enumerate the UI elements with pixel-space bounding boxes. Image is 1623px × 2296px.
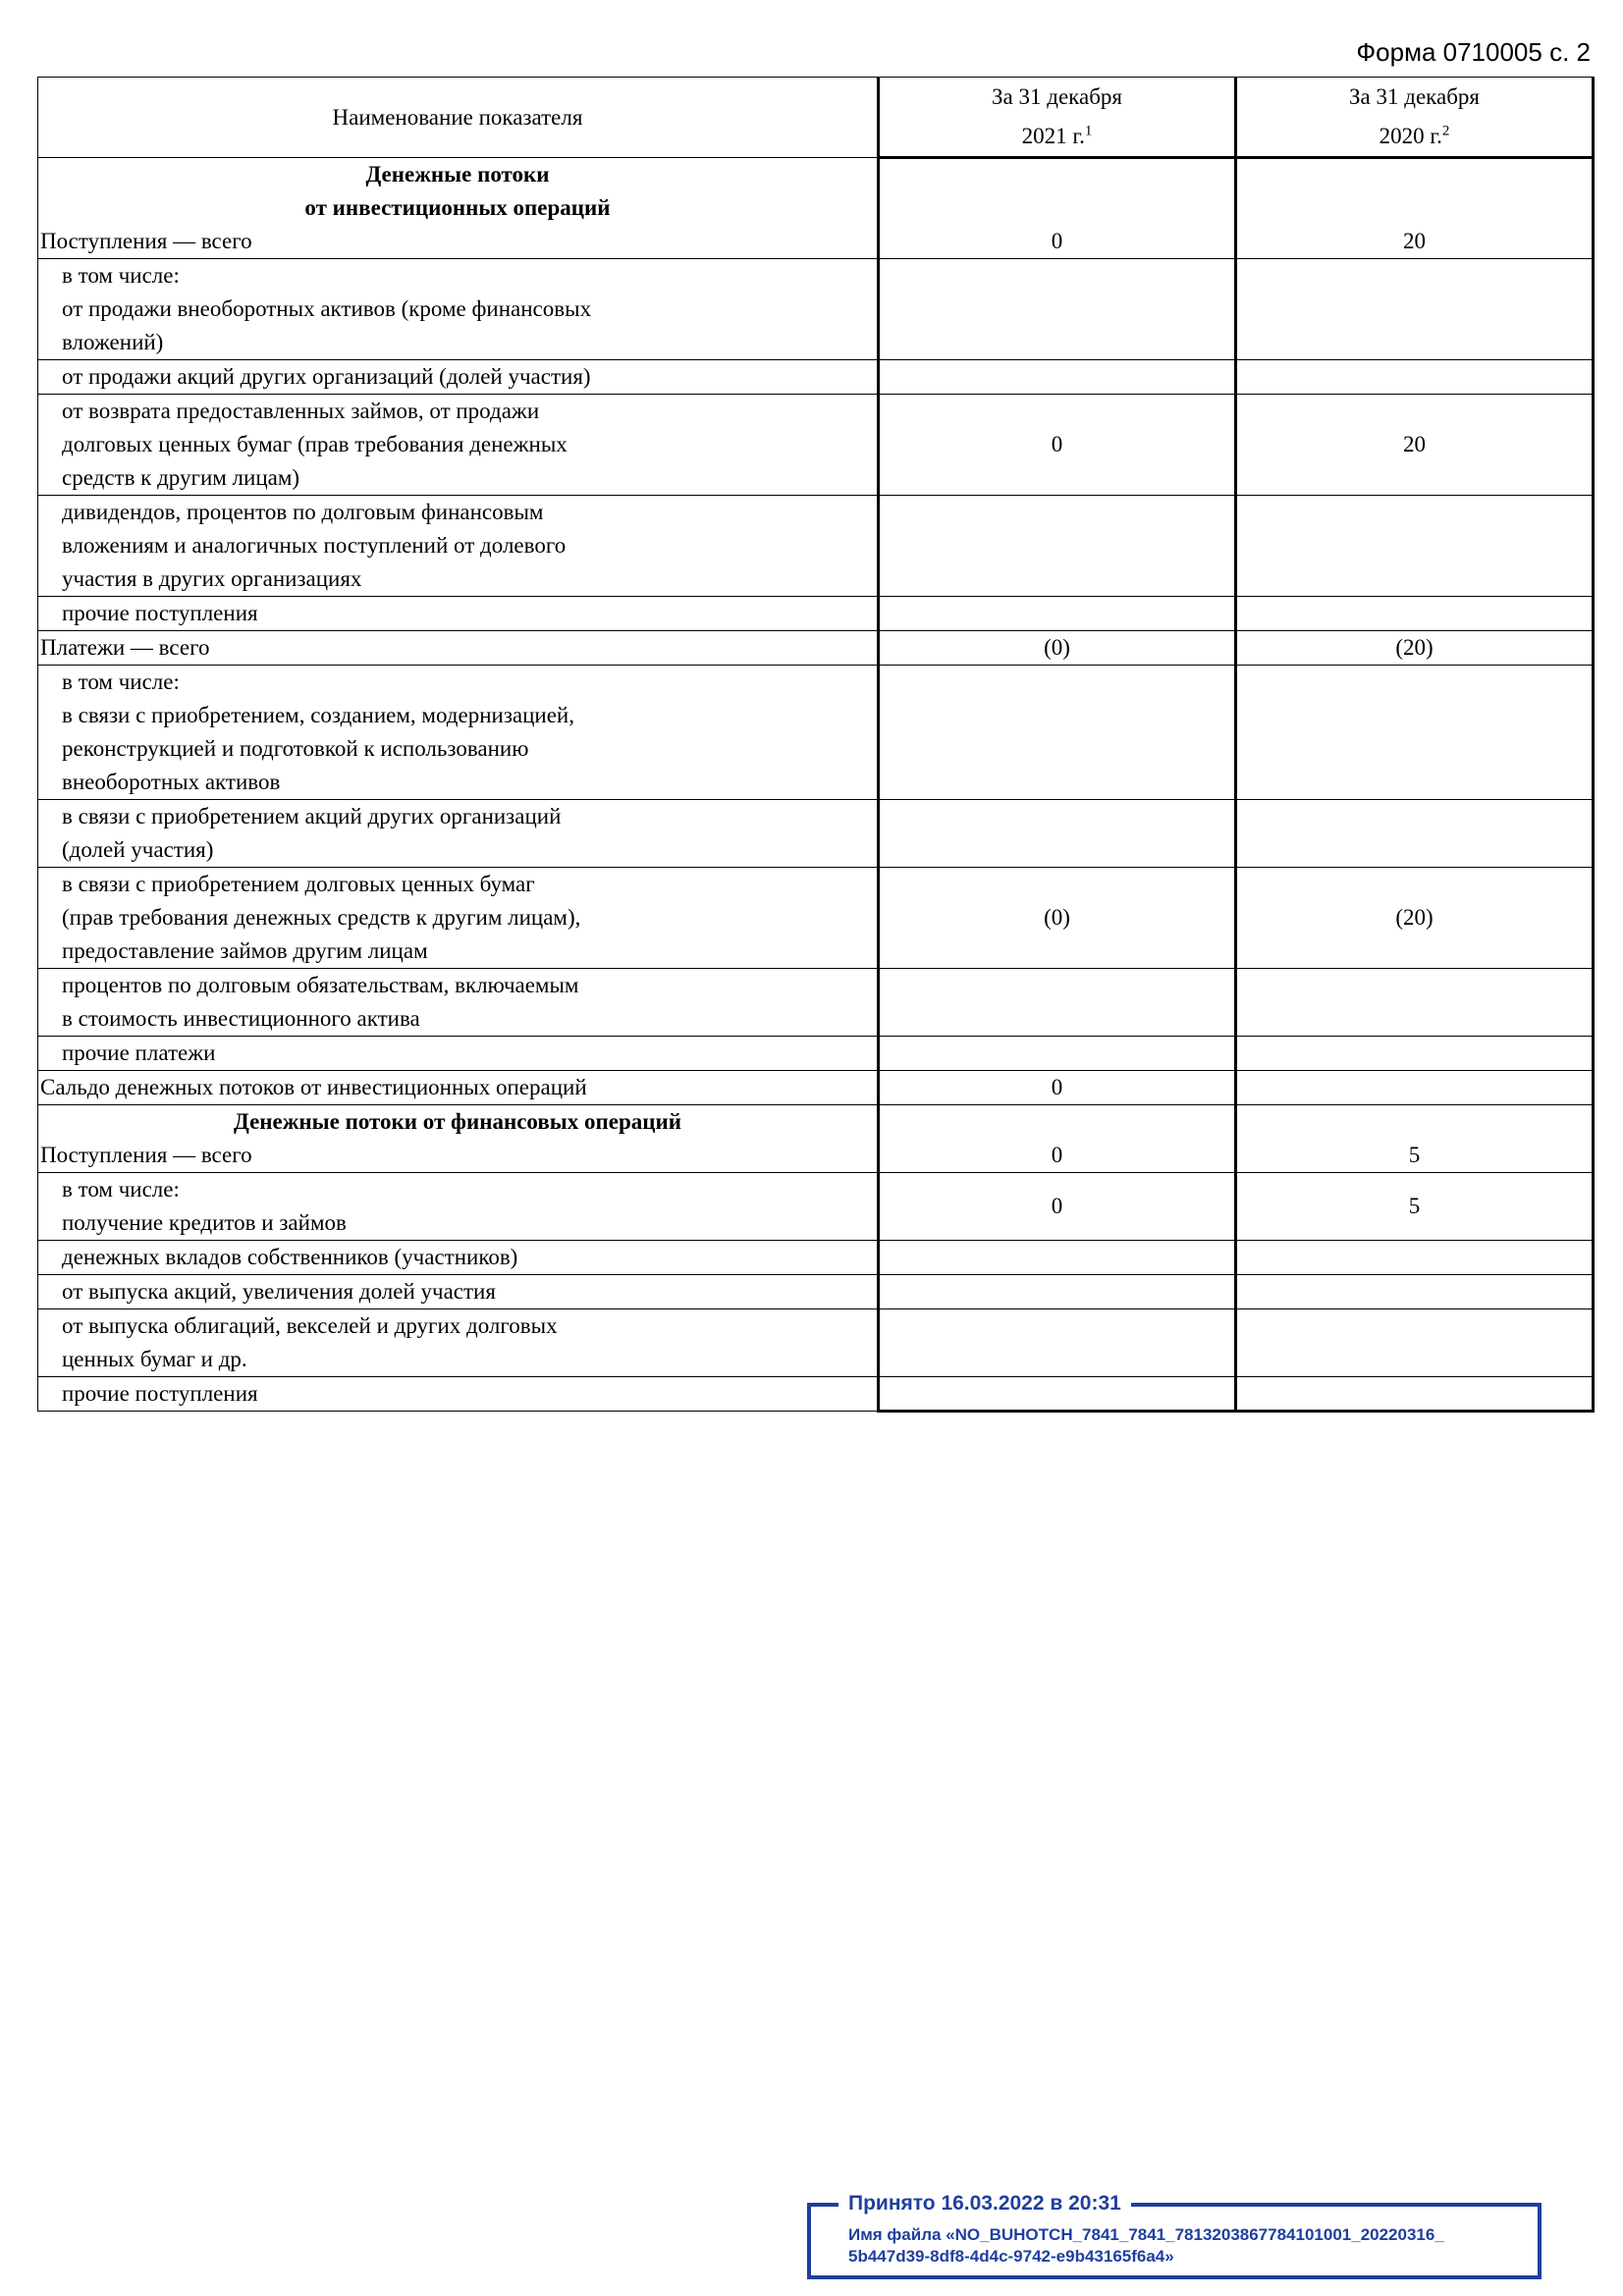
value-2021	[879, 1309, 1236, 1377]
table-row	[38, 631, 1594, 666]
value-2020	[1236, 1377, 1594, 1412]
indicator-name-line: долговых ценных бумаг (прав требования денежных	[62, 432, 568, 456]
indicator-name-line: денежных вкладов собственников (участников)	[62, 1245, 518, 1269]
value-2021: 0	[879, 1139, 1236, 1173]
value-2020	[1236, 666, 1594, 800]
header-period-2021: За 31 декабря 2021 г.$^1$	[879, 78, 1236, 158]
value-2020	[1236, 1071, 1594, 1105]
value-2020: 20	[1236, 395, 1594, 496]
indicator-name	[38, 1139, 879, 1173]
indicator-name	[38, 225, 879, 259]
indicator-name-line: предоставление займов другим лицам	[62, 938, 428, 963]
indicator-name-line: (прав требования денежных средств к другим лицам),	[62, 905, 581, 930]
value-2021	[879, 800, 1236, 868]
value-2021	[879, 360, 1236, 395]
value-2020	[1236, 1037, 1594, 1071]
indicator-name-line: средств к другим лицам)	[62, 465, 300, 490]
table-row	[38, 868, 1594, 969]
indicator-name-line: в связи с приобретением долговых ценных бумаг	[62, 872, 535, 896]
indicator-name	[38, 800, 879, 868]
indicator-name-line: в стоимость инвестиционного актива	[62, 1006, 420, 1031]
table-row	[38, 1037, 1594, 1071]
indicator-name-line: от инвестиционных операций	[304, 195, 611, 220]
value-2020	[1236, 496, 1594, 597]
indicator-name	[38, 597, 879, 631]
value-2021	[879, 1037, 1236, 1071]
table-row	[38, 1275, 1594, 1309]
value-2020	[1236, 800, 1594, 868]
value-2020	[1236, 1241, 1594, 1275]
table-row	[38, 496, 1594, 597]
indicator-name	[38, 259, 879, 360]
indicator-name	[38, 496, 879, 597]
value-2020	[1236, 1309, 1594, 1377]
indicator-name	[38, 158, 879, 226]
indicator-name	[38, 1241, 879, 1275]
table-row	[38, 800, 1594, 868]
indicator-name-line: от продажи внеоборотных активов (кроме финансовых	[62, 296, 592, 321]
value-2021	[879, 496, 1236, 597]
table-row	[38, 360, 1594, 395]
value-2021: 0	[879, 1071, 1236, 1105]
indicator-name-line: в том числе:	[62, 263, 180, 288]
value-2021	[879, 1241, 1236, 1275]
indicator-name	[38, 1173, 879, 1241]
table-row	[38, 225, 1594, 259]
indicator-name	[38, 666, 879, 800]
indicator-name-line: от возврата предоставленных займов, от продажи	[62, 399, 540, 423]
value-2020	[1236, 259, 1594, 360]
indicator-name-line: дивидендов, процентов по долговым финансовым	[62, 500, 544, 524]
value-2021: 0	[879, 395, 1236, 496]
indicator-name	[38, 360, 879, 395]
indicator-name-line: прочие платежи	[62, 1041, 216, 1065]
value-2021	[879, 1275, 1236, 1309]
value-2020	[1236, 360, 1594, 395]
table-row	[38, 1309, 1594, 1377]
indicator-name	[38, 1309, 879, 1377]
value-2021	[879, 666, 1236, 800]
value-2020: (20)	[1236, 631, 1594, 666]
indicator-name-line: в связи с приобретением, созданием, модернизацией,	[62, 703, 574, 727]
table-row	[38, 1173, 1594, 1241]
indicator-name-line: Поступления — всего	[40, 229, 252, 253]
header-indicator-name: Наименование показателя	[38, 78, 879, 158]
value-2021	[879, 969, 1236, 1037]
acceptance-stamp	[807, 2192, 1542, 2279]
indicator-name-line: в связи с приобретением акций других организаций	[62, 804, 562, 828]
indicator-name	[38, 969, 879, 1037]
form-number: Форма 0710005 с. 2	[1356, 37, 1591, 67]
value-2021: 0	[879, 1173, 1236, 1241]
table-row	[38, 1241, 1594, 1275]
table-row	[38, 1071, 1594, 1105]
table-row	[38, 597, 1594, 631]
table-header-row	[38, 78, 1594, 158]
indicator-name-line: процентов по долговым обязательствам, включаемым	[62, 973, 579, 997]
table-row	[38, 1139, 1594, 1173]
indicator-name-line: прочие поступления	[62, 601, 258, 625]
value-2021: (0)	[879, 868, 1236, 969]
indicator-name-line: реконструкцией и подготовкой к использованию	[62, 736, 529, 761]
section-heading-row	[38, 1105, 1594, 1140]
indicator-name	[38, 1275, 879, 1309]
indicator-name	[38, 1377, 879, 1412]
indicator-name-line: в том числе:	[62, 669, 180, 694]
indicator-name-line: внеоборотных активов	[62, 770, 281, 794]
indicator-name	[38, 1071, 879, 1105]
indicator-name-line: вложениям и аналогичных поступлений от долевого	[62, 533, 567, 558]
indicator-name-line: прочие поступления	[62, 1381, 258, 1406]
indicator-name-line: от продажи акций других организаций (долей участия)	[62, 364, 591, 389]
value-2021: 0	[879, 225, 1236, 259]
value-2020	[1236, 1105, 1594, 1140]
indicator-name	[38, 395, 879, 496]
indicator-name-line: Платежи — всего	[40, 635, 210, 660]
indicator-name-line: Денежные потоки от финансовых операций	[233, 1109, 681, 1134]
indicator-name	[38, 868, 879, 969]
value-2020	[1236, 597, 1594, 631]
indicator-name	[38, 1037, 879, 1071]
indicator-name-line: Поступления — всего	[40, 1143, 252, 1167]
stamp-title: Принято 16.03.2022 в 20:31	[839, 2191, 1131, 2216]
value-2021	[879, 1105, 1236, 1140]
value-2020	[1236, 158, 1594, 226]
table-row	[38, 395, 1594, 496]
indicator-name-line: вложений)	[62, 330, 164, 354]
indicator-name-line: Денежные потоки	[365, 162, 550, 187]
indicator-name-line: ценных бумаг и др.	[62, 1347, 247, 1371]
value-2021	[879, 259, 1236, 360]
stamp-file-name: Имя файла «NO_BUHOTCH_7841_7841_7813203867784101001_20220316_ 5b447d39-8df8-4d4c-9742-e9b43165f6a4»	[848, 2225, 1444, 2266]
table-row	[38, 1377, 1594, 1412]
table-row	[38, 259, 1594, 360]
section-heading-row	[38, 158, 1594, 226]
value-2021	[879, 158, 1236, 226]
cash-flow-table	[37, 77, 1595, 1413]
value-2020	[1236, 1275, 1594, 1309]
indicator-name-line: от выпуска акций, увеличения долей участия	[62, 1279, 496, 1304]
value-2020: 5	[1236, 1173, 1594, 1241]
value-2020: 20	[1236, 225, 1594, 259]
indicator-name-line: получение кредитов и займов	[62, 1210, 347, 1235]
value-2020: (20)	[1236, 868, 1594, 969]
indicator-name-line: от выпуска облигаций, векселей и других долговых	[62, 1313, 558, 1338]
table-row	[38, 969, 1594, 1037]
table-row	[38, 666, 1594, 800]
value-2021	[879, 1377, 1236, 1412]
indicator-name-line: Сальдо денежных потоков от инвестиционных операций	[40, 1075, 587, 1099]
indicator-name	[38, 1105, 879, 1140]
header-period-2020: За 31 декабря 2020 г.$^2$	[1236, 78, 1594, 158]
value-2020: 5	[1236, 1139, 1594, 1173]
value-2021: (0)	[879, 631, 1236, 666]
indicator-name-line: в том числе:	[62, 1177, 180, 1201]
value-2021	[879, 597, 1236, 631]
indicator-name	[38, 631, 879, 666]
value-2020	[1236, 969, 1594, 1037]
indicator-name-line: (долей участия)	[62, 837, 214, 862]
indicator-name-line: участия в других организациях	[62, 566, 362, 591]
